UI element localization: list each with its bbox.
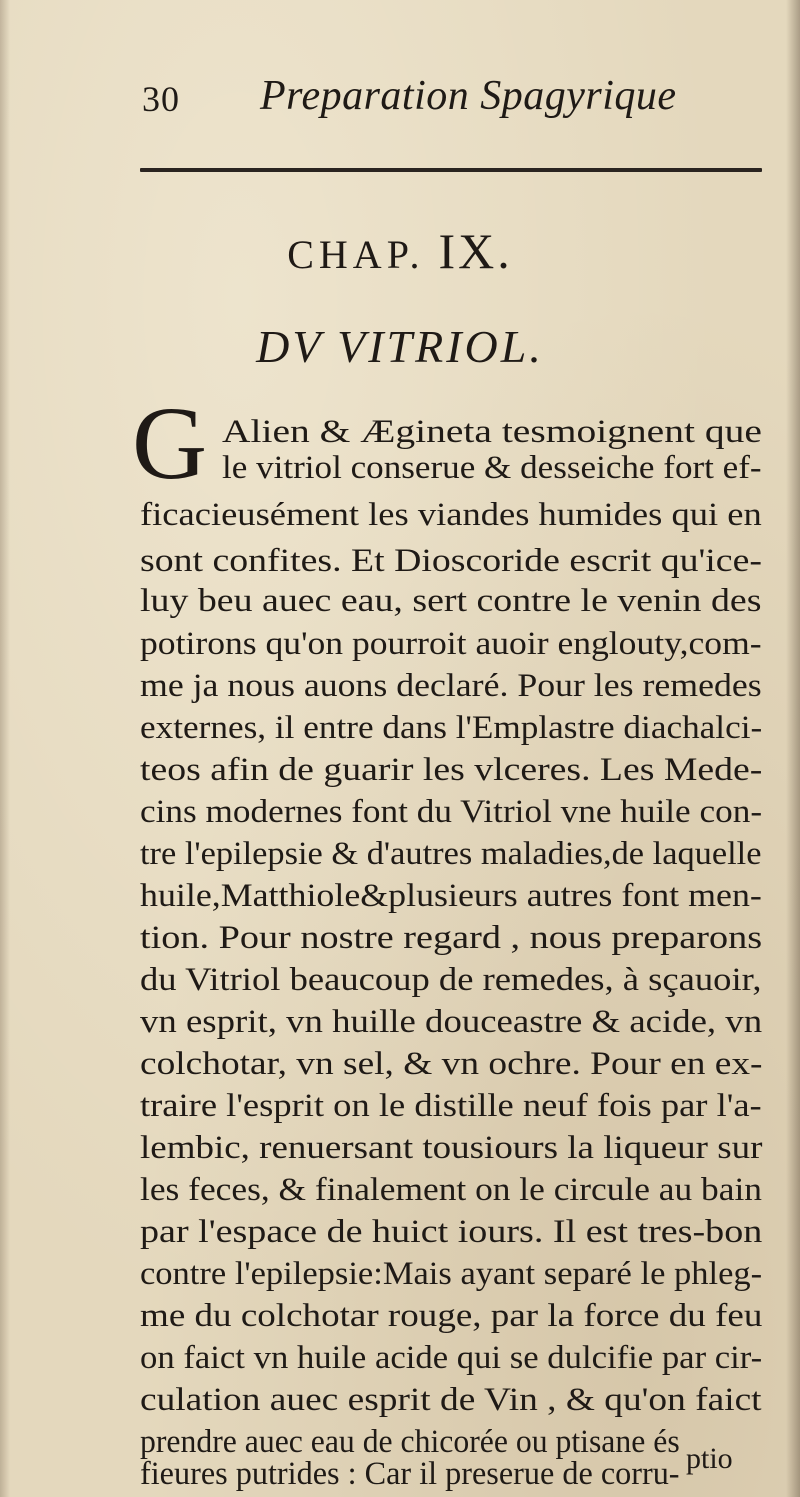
text-line: me du colchotar rouge, par la force du feu bbox=[140, 1298, 763, 1334]
text-line: colchotar, vn sel, & vn ochre. Pour en ex- bbox=[140, 1046, 763, 1082]
text-line: cins modernes font du Vitriol vne huile con- bbox=[140, 794, 763, 830]
text-line: lembic, renuersant tousiours la liqueur sur bbox=[140, 1130, 763, 1166]
drop-cap: G bbox=[132, 386, 208, 501]
chapter-label: CHAP. bbox=[287, 232, 425, 277]
chapter-heading bbox=[0, 222, 800, 280]
text-line: tion. Pour nostre regard , nous preparons bbox=[140, 920, 763, 956]
text-line: teos afin de guarir les vlceres. Les Mede- bbox=[140, 752, 763, 788]
text-line: sont confites. Et Dioscoride escrit qu'ice- bbox=[140, 543, 762, 579]
text-line: par l'espace de huict iours. Il est tres-bon bbox=[140, 1214, 763, 1250]
text-line: du Vitriol beaucoup de remedes, à sçauoir, bbox=[140, 962, 762, 998]
text-line: culation auec esprit de Vin , & qu'on faict bbox=[140, 1382, 762, 1418]
page-number: 30 bbox=[142, 79, 180, 119]
text-line: Alien & Ægineta tesmoignent que bbox=[222, 414, 762, 450]
text-line: externes, il entre dans l'Emplastre diachalci- bbox=[140, 710, 763, 746]
catchword: ptio bbox=[686, 1442, 733, 1475]
page-header bbox=[142, 72, 762, 132]
text-line: fieures putrides : Car il preserue de corru- bbox=[140, 1456, 680, 1492]
text-line: me ja nous auons declaré. Pour les remedes bbox=[140, 668, 762, 704]
header-rule bbox=[140, 168, 762, 172]
text-line: prendre auec eau de chicorée ou ptisane és bbox=[140, 1424, 680, 1460]
text-line: huile,Matthiole&plusieurs autres font men- bbox=[140, 878, 762, 914]
text-line: les feces, & finalement on le circule au bain bbox=[140, 1172, 762, 1208]
text-line: ficacieusément les viandes humides qui en bbox=[140, 497, 762, 533]
text-line: luy beu auec eau, sert contre le venin des bbox=[140, 583, 762, 619]
text-line: potirons qu'on pourroit auoir englouty,com- bbox=[140, 626, 762, 662]
text-line: on faict vn huile acide qui se dulcifie par cir- bbox=[140, 1340, 763, 1376]
chapter-number: IX. bbox=[438, 223, 513, 279]
text-line: tre l'epilepsie & d'autres maladies,de laquelle bbox=[140, 836, 762, 872]
text-line: vn esprit, vn huille douceastre & acide, vn bbox=[140, 1004, 763, 1040]
running-title: Preparation Spagyrique bbox=[260, 73, 677, 119]
text-line: contre l'epilepsie:Mais ayant separé le phleg- bbox=[140, 1256, 763, 1292]
text-line: le vitriol conserue & desseiche fort ef- bbox=[222, 450, 762, 486]
section-title: DV VITRIOL. bbox=[256, 321, 544, 372]
text-line: traire l'esprit on le distille neuf fois par l'a- bbox=[140, 1088, 762, 1124]
